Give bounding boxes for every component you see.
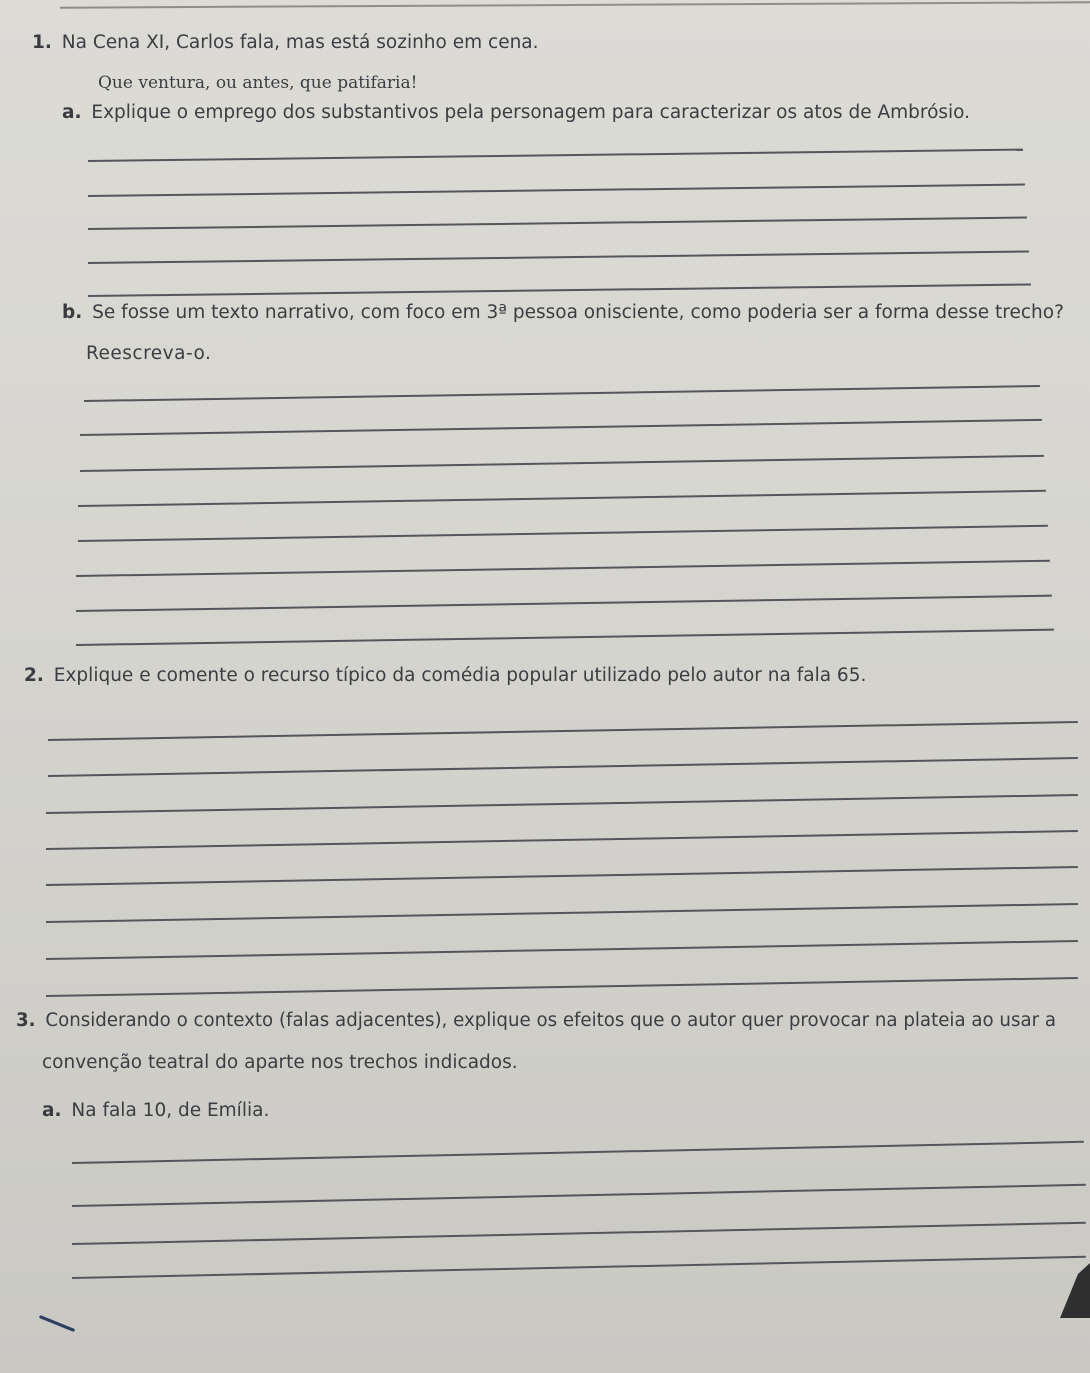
answer-line[interactable] [46,940,1078,960]
answer-line[interactable] [48,721,1078,741]
pen-mark [39,1315,75,1332]
question-1a-text: Explique o emprego dos substantivos pela personagem para caracterizar os atos de Ambrósio. [91,102,971,123]
answer-line[interactable] [46,903,1078,923]
answer-line[interactable] [80,419,1042,436]
answer-line[interactable] [72,1184,1086,1207]
answer-line[interactable] [76,595,1052,612]
answer-line[interactable] [46,866,1078,886]
answer-line[interactable] [88,251,1029,264]
question-1-text: Na Cena XI, Carlos fala, mas está sozinho em cena. [61,32,539,53]
top-rule [60,1,1090,8]
question-2-number: 2. [24,665,44,686]
corner-shadow [1060,1263,1090,1318]
answer-line[interactable] [46,794,1078,814]
question-1a-letter: a. [62,102,82,123]
question-3-number: 3. [16,1010,36,1031]
answer-line[interactable] [72,1141,1084,1164]
question-1b-ordinal: 3ª [486,302,507,323]
question-3 [16,1010,1056,1032]
answer-line[interactable] [78,490,1046,507]
answer-line[interactable] [88,217,1027,230]
answer-line[interactable] [46,830,1078,850]
answer-line[interactable] [88,184,1025,197]
answer-line[interactable] [76,560,1050,577]
question-1 [32,32,539,54]
answer-line[interactable] [76,629,1054,646]
answer-line[interactable] [88,283,1031,296]
answer-line[interactable] [84,385,1040,402]
question-2 [24,665,866,687]
question-1b-text-after: pessoa onisciente, como poderia ser a forma desse trecho? [506,302,1064,323]
question-2-text: Explique e comente o recurso típico da comédia popular utilizado pelo autor na fala 65. [53,665,867,686]
answer-line[interactable] [78,525,1048,542]
question-3a-text: Na fala 10, de Emília. [71,1100,270,1121]
answer-line[interactable] [80,455,1044,472]
question-1b-text-before: Se fosse um texto narrativo, com foco em [92,302,487,323]
question-3-text-line2: convenção teatral do aparte nos trechos indicados. [42,1052,518,1073]
question-3a-letter: a. [42,1100,62,1121]
answer-line[interactable] [72,1256,1086,1279]
answer-line[interactable] [88,149,1023,162]
answer-line[interactable] [48,757,1078,777]
question-1-quote: Que ventura, ou antes, que patifaria! [98,73,418,93]
question-1-number: 1. [32,32,52,53]
question-1b-letter: b. [62,302,83,323]
question-1b [62,302,1064,324]
answer-line[interactable] [72,1222,1086,1245]
question-1a [62,102,970,124]
question-3a [42,1100,269,1122]
answer-line[interactable] [46,977,1078,997]
question-3-text-line1: Considerando o contexto (falas adjacentes), explique os efeitos que o autor quer provocar na plateia ao usar a [45,1010,1056,1031]
question-1b-instruction: Reescreva-o. [86,343,212,364]
